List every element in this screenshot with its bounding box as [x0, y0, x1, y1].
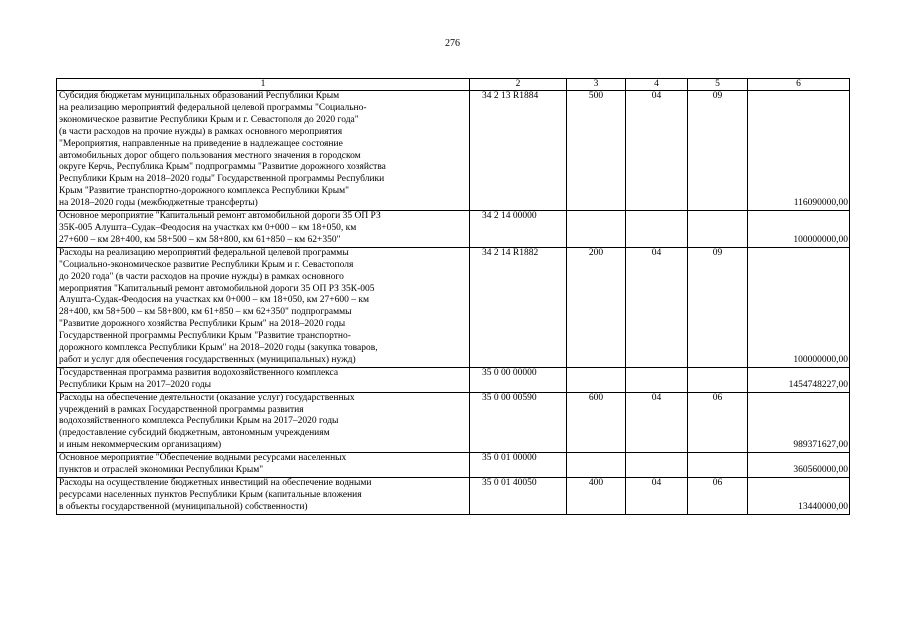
- table-header-row: [57, 79, 850, 91]
- table-row: [57, 247, 850, 367]
- expense-type: 200: [567, 247, 626, 367]
- row-description: [57, 392, 470, 453]
- description-line: Крым "Развитие транспортно-дорожного комплекса Республики Крым": [59, 186, 350, 197]
- description-line: работ и услуг для обеспечения государственных (муниципальных) нужд): [59, 354, 356, 365]
- expense-type: 500: [567, 91, 626, 211]
- description-line: Государственная программа развития водохозяйственного комплекса: [59, 367, 339, 378]
- page-number: 276: [445, 38, 460, 49]
- description-line: мероприятия "Капитальный ремонт автомобильной дороги 35 ОП РЗ 35К-005: [59, 283, 375, 294]
- amount-value: 116090000,00: [748, 91, 850, 211]
- description-line: до 2020 года" (в части расходов на прочие нужды) в рамках основного: [59, 271, 344, 282]
- budget-code: 35 0 00 00590: [470, 392, 567, 453]
- budget-code: 35 0 00 00000: [470, 367, 567, 392]
- expense-type: [567, 367, 626, 392]
- expense-type: 400: [567, 478, 626, 515]
- description-line: 35К-005 Алушта–Судак–Феодосия на участках км 0+000 – км 18+050, км: [59, 222, 357, 233]
- subsection-code: 09: [688, 247, 748, 367]
- description-line: Государственной программы Республики Крым "Развитие транспортно-: [59, 331, 351, 342]
- subsection-code: 06: [688, 392, 748, 453]
- description-line: Расходы на реализацию мероприятий федеральной целевой программы: [59, 247, 349, 258]
- budget-code: 34 2 14 R1882: [470, 247, 567, 367]
- description-line: Алушта-Судак-Феодосия на участках км 0+000 – км 18+050, км 27+600 – км: [59, 295, 370, 306]
- description-line: Республики Крым на 2018–2020 годы" Государственной программы Республики: [59, 174, 385, 185]
- description-line: Республики Крым на 2017–2020 годы: [59, 379, 212, 390]
- description-line: Расходы на осуществление бюджетных инвестиций на обеспечение водными: [59, 478, 372, 488]
- subsection-code: [688, 367, 748, 392]
- amount-value: 360560000,00: [748, 453, 850, 478]
- column-header: 1: [57, 79, 470, 91]
- section-code: [626, 453, 688, 478]
- section-code: 04: [626, 478, 688, 515]
- description-line: Расходы на обеспечение деятельности (оказание услуг) государственных: [59, 392, 355, 403]
- subsection-code: [688, 211, 748, 248]
- amount-value: 100000000,00: [748, 247, 850, 367]
- description-line: округе Керчь, Республика Крым" подпрограммы "Развитие дорожного хозяйства: [59, 162, 386, 173]
- description-line: учреждений в рамках Государственной программы развития: [59, 404, 304, 415]
- description-line: Субсидия бюджетам муниципальных образований Республики Крым: [59, 91, 340, 101]
- section-code: [626, 211, 688, 248]
- table-row: [57, 211, 850, 248]
- amount-value: 100000000,00: [748, 211, 850, 248]
- amount-value: 13440000,00: [748, 478, 850, 515]
- description-line: водохозяйственного комплекса Республики Крым на 2017–2020 годы: [59, 416, 339, 427]
- section-code: [626, 367, 688, 392]
- column-header: 2: [470, 79, 567, 91]
- description-line: "Развитие дорожного хозяйства Республики Крым" на 2018–2020 годы: [59, 319, 346, 330]
- column-header: 6: [748, 79, 850, 91]
- budget-table: [56, 78, 850, 515]
- description-line: Основное мероприятие "Обеспечение водными ресурсами населенных: [59, 453, 347, 464]
- description-line: "Социально-экономическое развитие Республики Крым и г. Севастополя: [59, 259, 354, 270]
- table-row: [57, 392, 850, 453]
- table-row: [57, 91, 850, 211]
- description-line: "Мероприятия, направленные на приведение в надлежащее состояние: [59, 138, 343, 149]
- description-line: пунктов и отраслей экономики Республики Крым": [59, 465, 264, 476]
- description-line: автомобильных дорог общего пользования местного значения в городском: [59, 150, 361, 161]
- section-code: 04: [626, 247, 688, 367]
- section-code: 04: [626, 392, 688, 453]
- description-line: 27+600 – км 28+400, км 58+500 – км 58+800, км 61+850 – км 62+350": [59, 234, 341, 245]
- amount-value: 1454748227,00: [748, 367, 850, 392]
- description-line: на реализацию мероприятий федеральной целевой программы "Социально-: [59, 102, 367, 113]
- description-line: экономическое развитие Республики Крым и г. Севастополя до 2020 года": [59, 114, 359, 125]
- budget-code: 34 2 14 00000: [470, 211, 567, 248]
- description-line: Основное мероприятие "Капитальный ремонт автомобильной дороги 35 ОП РЗ: [59, 211, 381, 222]
- amount-value: 989371627,00: [748, 392, 850, 453]
- section-code: 04: [626, 91, 688, 211]
- row-description: [57, 91, 470, 211]
- subsection-code: [688, 453, 748, 478]
- row-description: [57, 453, 470, 478]
- description-line: ресурсами населенных пунктов Республики Крым (капитальные вложения: [59, 489, 362, 500]
- column-header: 5: [688, 79, 748, 91]
- row-description: [57, 247, 470, 367]
- table-row: [57, 453, 850, 478]
- subsection-code: 09: [688, 91, 748, 211]
- row-description: [57, 367, 470, 392]
- description-line: дорожного комплекса Республики Крым" на 2018–2020 годы (закупка товаров,: [59, 343, 378, 354]
- expense-type: [567, 453, 626, 478]
- table-body: [57, 79, 850, 515]
- subsection-code: 06: [688, 478, 748, 515]
- expense-type: 600: [567, 392, 626, 453]
- expense-type: [567, 211, 626, 248]
- description-line: (предоставление субсидий бюджетным, автономным учреждениям: [59, 428, 330, 439]
- budget-code: 35 0 01 00000: [470, 453, 567, 478]
- column-header: 4: [626, 79, 688, 91]
- description-line: (в части расходов на прочие нужды) в рамках основного мероприятия: [59, 126, 343, 137]
- description-line: в объекты государственной (муниципальной) собственности): [59, 501, 308, 512]
- table-row: [57, 478, 850, 515]
- column-header: 3: [567, 79, 626, 91]
- budget-code: 35 0 01 40050: [470, 478, 567, 515]
- description-line: на 2018–2020 годы (межбюджетные трансферты): [59, 198, 258, 209]
- description-line: 28+400, км 58+500 – км 58+800, км 61+850 – км 62+350" подпрограммы: [59, 307, 352, 318]
- budget-code: 34 2 13 R1884: [470, 91, 567, 211]
- row-description: [57, 478, 470, 515]
- table-row: [57, 367, 850, 392]
- row-description: [57, 211, 470, 248]
- description-line: и иным некоммерческим организациям): [59, 440, 222, 451]
